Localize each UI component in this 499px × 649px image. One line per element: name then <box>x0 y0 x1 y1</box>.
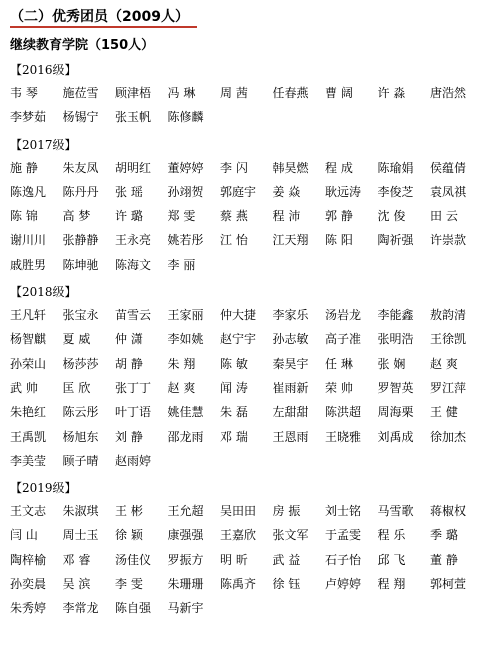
member-name: 陈逸凡 <box>10 184 47 199</box>
member-name: 敖韵清 <box>430 308 467 323</box>
member-name: 韩昊燃 <box>272 160 309 175</box>
member-name: 朱珊珊 <box>167 577 204 592</box>
member-name: 朱艳红 <box>10 405 47 420</box>
member-name: 王家丽 <box>167 308 204 323</box>
member-name: 孙奕晨 <box>10 577 47 592</box>
member-name: 陈海文 <box>115 257 152 272</box>
member-name: 邓 瑞 <box>220 429 248 444</box>
member-name: 秦昊宇 <box>272 356 309 371</box>
member-name: 李俊芝 <box>377 184 414 199</box>
member-name: 曹 阔 <box>325 86 353 100</box>
member-name: 邓 睿 <box>62 552 91 567</box>
member-name: 刘禹成 <box>377 429 414 444</box>
member-name: 王永亮 <box>115 233 152 248</box>
member-name: 田 云 <box>430 209 458 224</box>
member-name: 刘士铭 <box>325 504 362 519</box>
name-list <box>10 303 494 473</box>
member-name: 戚胜男 <box>10 257 47 272</box>
member-name: 赵雨婷 <box>115 453 152 468</box>
member-name: 姜 焱 <box>272 184 301 199</box>
member-name: 李如姚 <box>167 332 204 347</box>
member-name: 王文志 <box>10 504 47 519</box>
name-list <box>10 81 494 130</box>
member-name: 袁凤祺 <box>430 184 467 199</box>
member-name: 朱秀婷 <box>10 601 47 616</box>
name-list <box>10 499 494 620</box>
member-name: 赵宁宇 <box>220 332 257 347</box>
member-name: 马新宇 <box>167 601 204 616</box>
member-name: 王徐凯 <box>430 332 467 347</box>
member-name: 陈瑜娟 <box>377 160 414 175</box>
document-page <box>10 6 494 621</box>
member-name: 李能鑫 <box>377 308 414 323</box>
member-name: 季 璐 <box>430 528 458 543</box>
member-name: 杨智麒 <box>10 332 47 347</box>
member-name: 夏 威 <box>62 332 91 347</box>
member-name: 李梦茹 <box>10 110 47 125</box>
member-name: 陈 锦 <box>10 209 38 224</box>
member-name: 施莅雪 <box>62 86 99 100</box>
member-name: 苗雪云 <box>115 308 152 323</box>
member-name: 李常龙 <box>62 601 99 616</box>
member-name: 仲大捷 <box>220 308 257 323</box>
member-name: 郭 静 <box>325 209 353 224</box>
grade-heading: 【2019级】 <box>10 481 77 496</box>
member-name: 陶梓榆 <box>10 552 47 567</box>
member-name: 汤岩龙 <box>325 308 362 323</box>
member-name: 董婷婷 <box>167 160 204 175</box>
member-name: 张丁丁 <box>115 380 152 395</box>
member-name: 沈 俊 <box>377 209 406 224</box>
member-name: 闻 涛 <box>220 380 248 395</box>
member-name: 匡 欣 <box>62 380 91 395</box>
member-name: 杨莎莎 <box>62 356 99 371</box>
member-name: 张明浩 <box>377 332 414 347</box>
member-name: 任春燕 <box>272 86 309 100</box>
member-name: 李 丽 <box>167 257 196 272</box>
member-name: 叶丁语 <box>115 405 152 420</box>
member-name: 孙志敏 <box>272 332 309 347</box>
member-name: 张 娴 <box>377 356 406 371</box>
member-name: 朱 翔 <box>167 356 196 371</box>
member-name: 于孟雯 <box>325 528 362 543</box>
member-name: 王 健 <box>430 405 458 420</box>
member-name: 孙荣山 <box>10 356 47 371</box>
grade-heading: 【2017级】 <box>10 137 77 152</box>
member-name: 卢婷婷 <box>325 577 362 592</box>
member-name: 李 闪 <box>220 160 248 175</box>
section-title: （二）优秀团员（2009人） <box>10 8 197 28</box>
member-name: 邵龙雨 <box>167 429 204 444</box>
member-name: 王禹凯 <box>10 429 47 444</box>
member-name: 朱淑琪 <box>62 504 99 519</box>
member-name: 程 翔 <box>377 577 406 592</box>
member-name: 李 雯 <box>115 577 143 592</box>
member-name: 张宝永 <box>62 308 99 323</box>
member-name: 张玉帆 <box>115 110 152 125</box>
member-name: 赵 爽 <box>430 356 458 371</box>
member-name: 闫 山 <box>10 528 38 543</box>
member-name: 石子怡 <box>325 552 362 567</box>
member-name: 任 琳 <box>325 356 353 371</box>
member-name: 李美莹 <box>10 453 47 468</box>
grade-heading: 【2016级】 <box>10 63 77 77</box>
member-name: 杨锡宁 <box>62 110 99 125</box>
member-name: 明 昕 <box>220 552 248 567</box>
member-name: 顾子晴 <box>62 453 99 468</box>
member-name: 李家乐 <box>272 308 309 323</box>
member-name: 江 怡 <box>220 233 248 248</box>
member-name: 陈丹丹 <box>62 184 99 199</box>
member-name: 董 静 <box>430 552 458 567</box>
member-name: 陈禹齐 <box>220 577 257 592</box>
member-name: 张 瑶 <box>115 184 143 199</box>
member-name: 程 乐 <box>377 528 406 543</box>
member-name: 左甜甜 <box>272 405 309 420</box>
member-name: 程 成 <box>325 160 353 175</box>
member-name: 王恩雨 <box>272 429 309 444</box>
grade-sections <box>10 62 494 621</box>
member-name: 孙翊贺 <box>167 184 204 199</box>
member-name: 马雪歌 <box>377 504 414 519</box>
member-name: 徐 钰 <box>272 577 301 592</box>
member-name: 胡明红 <box>115 160 152 175</box>
member-name: 张文军 <box>272 528 309 543</box>
member-name: 罗江萍 <box>430 380 467 395</box>
member-name: 高 梦 <box>62 209 91 224</box>
member-name: 郭庭宇 <box>220 184 257 199</box>
member-name: 罗振方 <box>167 552 204 567</box>
member-name: 王晓雅 <box>325 429 362 444</box>
member-name: 许 璐 <box>115 209 143 224</box>
member-name: 徐加杰 <box>430 429 467 444</box>
member-name: 郭柯萱 <box>430 577 467 592</box>
member-name: 陈云彤 <box>62 405 99 420</box>
member-name: 陈坤驰 <box>62 257 99 272</box>
member-name: 姚佳慧 <box>167 405 204 420</box>
member-name: 康强强 <box>167 528 204 543</box>
college-heading: 继续教育学院（150人） <box>10 38 155 53</box>
member-name: 许崇款 <box>430 233 467 248</box>
member-name: 冯 琳 <box>167 86 196 100</box>
member-name: 武 帅 <box>10 380 38 395</box>
member-name: 陈修麟 <box>167 110 204 125</box>
member-name: 陶祈强 <box>377 233 414 248</box>
member-name: 朱友凤 <box>62 160 99 175</box>
member-name: 蒋椒权 <box>430 504 467 519</box>
member-name: 王 彬 <box>115 504 143 519</box>
member-name: 王嘉欣 <box>220 528 257 543</box>
member-name: 罗智英 <box>377 380 414 395</box>
member-name: 赵 爽 <box>167 380 196 395</box>
member-name: 邱 飞 <box>377 552 406 567</box>
member-name: 刘 静 <box>115 429 143 444</box>
member-name: 胡 静 <box>115 356 143 371</box>
member-name: 姚若彤 <box>167 233 204 248</box>
member-name: 杨旭东 <box>62 429 99 444</box>
member-name: 王允超 <box>167 504 204 519</box>
member-name: 程 沛 <box>272 209 301 224</box>
member-name: 徐 颖 <box>115 528 143 543</box>
member-name: 蔡 燕 <box>220 209 248 224</box>
member-name: 周海栗 <box>377 405 414 420</box>
member-name: 高子准 <box>325 332 362 347</box>
member-name: 唐浩然 <box>430 86 467 100</box>
member-name: 陈自强 <box>115 601 152 616</box>
member-name: 顾津梧 <box>115 86 152 100</box>
member-name: 耿远涛 <box>325 184 362 199</box>
member-name: 陈洪超 <box>325 405 362 420</box>
member-name: 郑 雯 <box>167 209 196 224</box>
member-name: 韦 琴 <box>10 86 38 100</box>
member-name: 吴田田 <box>220 504 257 519</box>
grade-heading: 【2018级】 <box>10 285 77 300</box>
member-name: 施 静 <box>10 160 38 175</box>
member-name: 房 振 <box>272 504 301 519</box>
member-name: 周士玉 <box>62 528 99 543</box>
member-name: 陈 阳 <box>325 233 353 248</box>
member-name: 谢川川 <box>10 233 47 248</box>
member-name: 武 益 <box>272 552 301 567</box>
member-name: 侯蕴倩 <box>430 160 467 175</box>
member-name: 朱 磊 <box>220 405 248 420</box>
member-name: 张静静 <box>62 233 99 248</box>
member-name: 王凡轩 <box>10 308 47 323</box>
member-name: 吴 滨 <box>62 577 91 592</box>
member-name: 江天翔 <box>272 233 309 248</box>
member-name: 汤佳仪 <box>115 552 152 567</box>
name-list <box>10 156 494 277</box>
member-name: 周 茜 <box>220 86 248 100</box>
member-name: 荣 帅 <box>325 380 353 395</box>
member-name: 陈 敏 <box>220 356 248 371</box>
member-name: 许 淼 <box>377 86 406 100</box>
member-name: 崔雨新 <box>272 380 309 395</box>
member-name: 仲 潇 <box>115 332 143 347</box>
